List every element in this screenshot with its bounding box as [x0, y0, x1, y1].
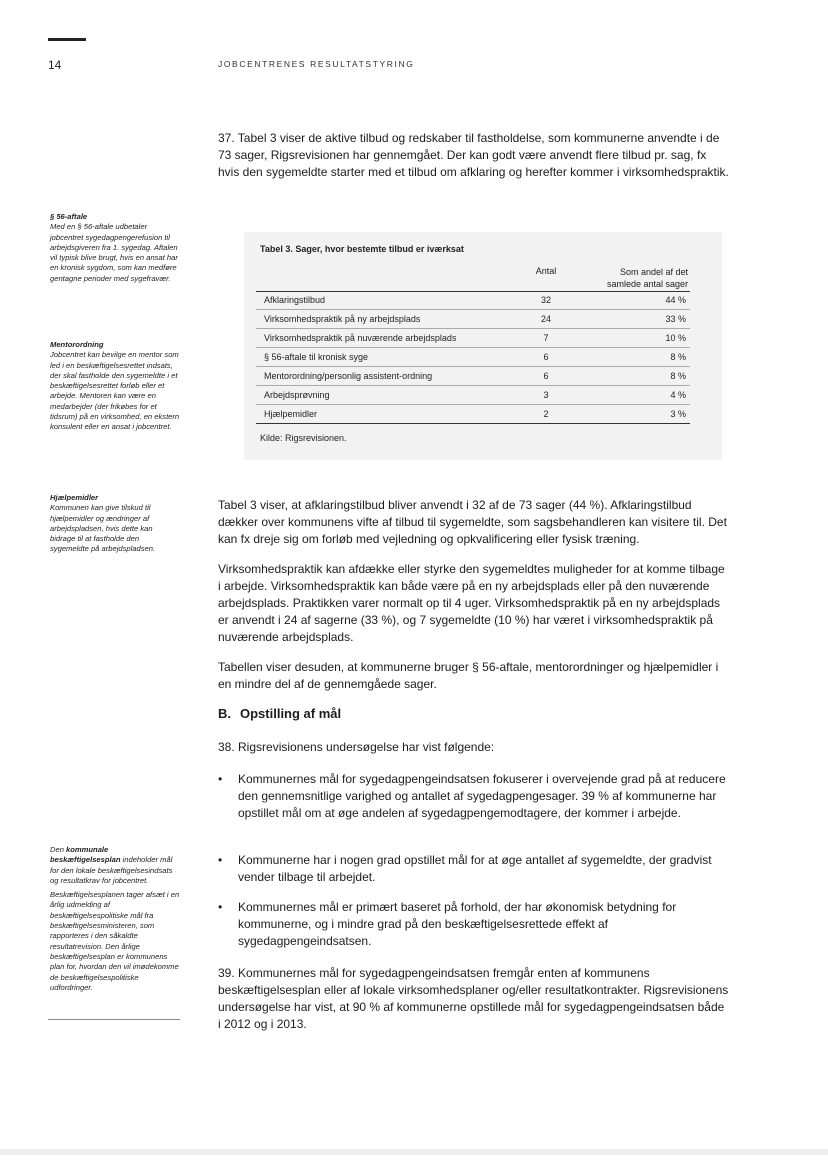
header-rule — [48, 38, 86, 41]
paragraph-after-table-1: Tabel 3 viser, at afklaringstilbud bliver anvendt i 32 af de 73 sager (44 %). Afklaringstilbud dækker over kommunens vifte af tilbud til sygemeldte, som sagsbehandleren kan visitere til. Det kan fx dreje sig om forløb med vejledning og opkvalificering eller fysisk træning. — [218, 498, 727, 546]
row-label: Virksomhedspraktik på nuværende arbejdsplads — [264, 333, 457, 343]
row-label: Afklaringstilbud — [264, 295, 326, 305]
paragraph-38: 38. Rigsrevisionens undersøgelse har vist følgende: — [218, 740, 495, 754]
row-share: 33 % — [665, 314, 686, 324]
bottom-edge — [0, 1149, 828, 1155]
column-header-share: Som andel af det samlede antal sager — [606, 267, 688, 289]
sidebar-note-body: Jobcentret kan bevilge en mentor som led i en beskæftigelsesrettet indsats, der skal fastholde den sygemeldte i et beskæftigelsesrettet forløb eller et arbejde. Mentoren kan være en medarbejder (der frikøbes for et tidsrum) på en virksomhed, en ekstern konsulent eller en ansat i jobcentret. — [50, 350, 180, 432]
row-share: 3 % — [670, 409, 686, 419]
paragraph-39: 39. Kommunernes mål for sygedagpengeindsatsen fremgår enten af kommunens beskæftigelsesplan eller af lokale virksomhedsplaner og/eller resultatkontrakter. Rigsrevisionens undersøgelse har vist, at 90 % af kommunerne opstillede mål for sygedagpengeindsatsen både i 2012 og i 2013. — [218, 966, 729, 1031]
table-source: Kilde: Rigsrevisionen. — [260, 433, 347, 443]
bullet-dot: • — [218, 853, 223, 867]
table-row — [256, 292, 690, 310]
sidebar-note-body: Med en § 56-aftale udbetaler jobcentret sygedagpengerefusion til arbejdsgiveren fra 1. sygedag. Aftalen vil typisk blive brugt, hvis en ansat har en kronisk sygdom, som kan medføre gentagne perioder med sygefravær. — [50, 222, 178, 283]
row-count: 2 — [543, 409, 549, 419]
bullet-dot: • — [218, 772, 223, 786]
sidebar-note-hjaelpemidler — [50, 493, 180, 555]
sidebar-note-body: Kommunen kan give tilskud til hjælpemidler og ændringer af arbejdspladsen, hvis dette kan bidrage til at fastholde den sygemeldte på arbejdspladsen. — [50, 503, 156, 554]
sidebar-note-mentorordning — [50, 340, 180, 433]
table-row — [256, 330, 690, 348]
table-row — [256, 349, 690, 367]
sidebar-note-beskaeftigelsesplan — [50, 845, 180, 993]
row-share: 10 % — [665, 333, 686, 343]
table-row — [256, 311, 690, 329]
sidebar-note-bold-term: kommunale beskæftigelsesplan — [50, 845, 121, 865]
sidebar-note-title: § 56-aftale — [50, 212, 88, 221]
paragraph-after-table-2: Virksomhedspraktik kan afdække eller styrke den sygemeldtes muligheder for at komme tilbage i arbejde. Virksomhedspraktik kan både være på en ny arbejdsplads eller på den nuværende arbejdsplads. Praktikken varer normalt op til 4 uger. Virksomhedspraktik på en ny arbejdsplads er anvendt i 24 af sagerne (33 %), og 7 sygemeldte (10 %) har været i virksomhedspraktik på nuværende arbejdsplads. — [218, 562, 725, 644]
paragraph-37: 37. Tabel 3 viser de aktive tilbud og redskaber til fastholdelse, som kommunerne anvendte i de 73 sager, Rigsrevisionen har gennemgået. Der kan godt være anvendt flere tilbud pr. sag, fx hvis den sygemeldte starter med et tilbud om afklaring og herefter kommer i virksomhedspraktik. — [218, 131, 729, 179]
row-label: Hjælpemidler — [264, 409, 318, 419]
bullet-dot: • — [218, 900, 223, 914]
section-title: Opstilling af mål — [240, 706, 342, 721]
row-label: Mentorordning/personlig assistent-ordning — [264, 371, 433, 381]
row-count: 24 — [540, 314, 551, 324]
section-letter: B. — [218, 706, 231, 721]
table-row — [256, 368, 690, 386]
row-share: 8 % — [670, 352, 686, 362]
sidebar-note-56-aftale — [50, 212, 180, 284]
table-row — [256, 406, 690, 424]
row-count: 7 — [543, 333, 549, 343]
section-heading — [218, 706, 341, 721]
row-share: 4 % — [670, 390, 686, 400]
table-row — [256, 387, 690, 405]
page-number: 14 — [48, 58, 62, 72]
row-share: 44 % — [665, 295, 686, 305]
row-count: 6 — [543, 352, 549, 362]
column-header-count: Antal — [535, 266, 557, 276]
row-count: 6 — [543, 371, 549, 381]
row-label: § 56-aftale til kronisk syge — [264, 352, 369, 362]
row-label: Arbejdsprøvning — [264, 390, 330, 400]
row-count: 32 — [540, 295, 551, 305]
sidebar-note-body: Den kommunale beskæftigelsesplan indeholder mål for den lokale beskæftigelsesindsats og resultatkrav for jobcentret. — [50, 845, 173, 885]
sidebar-note-body: Beskæftigelsesplanen tager afsæt i en årlig udmelding af beskæftigelsespolitiske mål fra beskæftigelsesministeren, som rapporteres i den såkaldte resultatrevision. Den årlige beskæftigelsesplan er kommunens plan for, hvordan den vil imødekomme de beskæftigelsespolitiske udfordringer. — [50, 890, 180, 992]
row-label: Virksomhedspraktik på ny arbejdsplads — [264, 314, 421, 324]
sidebar-note-title: Mentorordning — [50, 340, 104, 349]
row-count: 3 — [543, 390, 549, 400]
running-head: JOBCENTRENES RESULTATSTYRING — [218, 59, 415, 69]
paragraph-after-table-3: Tabellen viser desuden, at kommunerne bruger § 56-aftale, mentorordninger og hjælpemidler i en mindre del af de gennemgåede sager. — [218, 660, 719, 691]
row-share: 8 % — [670, 371, 686, 381]
table-title: Tabel 3. Sager, hvor bestemte tilbud er iværksat — [260, 244, 464, 254]
sidebar-note-title: Hjælpemidler — [50, 493, 99, 502]
table-3 — [244, 232, 722, 460]
sidebar-divider — [48, 1019, 180, 1020]
